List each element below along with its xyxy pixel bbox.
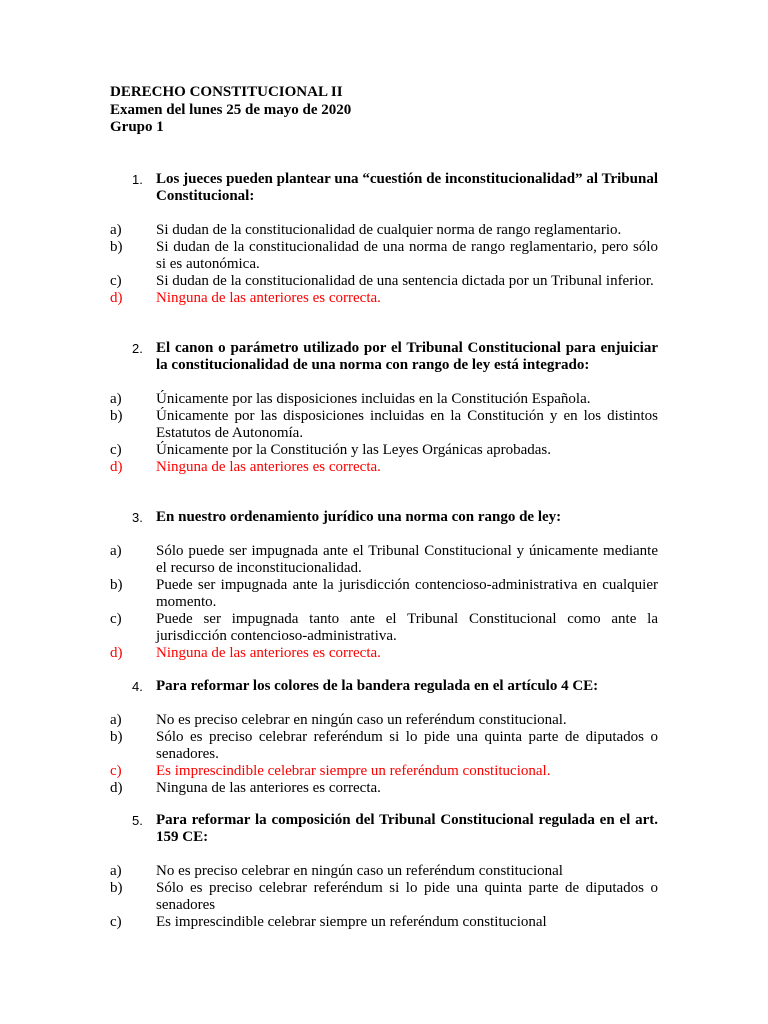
- question-text: Los jueces pueden plantear una “cuestión de inconstitucionalidad” al Tribunal Constitucional:: [156, 171, 658, 204]
- question-stem: [110, 171, 658, 205]
- options-list: [110, 863, 658, 931]
- question-5: [110, 812, 658, 931]
- question-number: 1.: [132, 172, 143, 187]
- option-c: c) Es imprescindible celebrar siempre un referéndum constitucional.: [110, 763, 551, 779]
- question-1: [110, 171, 658, 307]
- question-number: 2.: [132, 341, 143, 356]
- exam-date: Examen del lunes 25 de mayo de 2020: [110, 101, 352, 118]
- option-d: d) Ninguna de las anteriores es correcta.: [110, 780, 381, 796]
- question-text: El canon o parámetro utilizado por el Tribunal Constitucional para enjuiciar la constitucionalidad de una norma con rango de ley está integrado:: [156, 340, 658, 373]
- question-stem: [110, 340, 658, 374]
- question-2: [110, 340, 658, 476]
- question-text: En nuestro ordenamiento jurídico una norma con rango de ley:: [156, 509, 562, 525]
- question-number: 5.: [132, 813, 143, 828]
- option-a: a) Sólo puede ser impugnada ante el Tribunal Constitucional y únicamente mediante el recurso de inconstitucionalidad.: [110, 543, 658, 576]
- option-b: b) Puede ser impugnada ante la jurisdicción contencioso-administrativa en cualquier momento.: [110, 577, 658, 610]
- option-d: d) Ninguna de las anteriores es correcta.: [110, 645, 381, 661]
- option-b: b) Únicamente por las disposiciones incluidas en la Constitución y en los distintos Estatutos de Autonomía.: [110, 408, 658, 441]
- option-d: d) Ninguna de las anteriores es correcta.: [110, 459, 381, 475]
- options-list: [110, 222, 658, 307]
- option-a: a) Únicamente por las disposiciones incluidas en la Constitución Española.: [110, 391, 591, 407]
- question-number: 4.: [132, 679, 143, 694]
- option-b: b) Si dudan de la constitucionalidad de una norma de rango reglamentario, pero sólo si es autonómica.: [110, 239, 658, 272]
- question-stem: [110, 678, 658, 695]
- question-stem: [110, 812, 658, 846]
- question-stem: [110, 509, 658, 526]
- option-a: a) No es preciso celebrar en ningún caso un referéndum constitucional.: [110, 712, 567, 728]
- options-list: [110, 712, 658, 797]
- group-label: Grupo 1: [110, 119, 164, 135]
- options-list: [110, 543, 658, 662]
- options-list: [110, 391, 658, 476]
- exam-header: [110, 84, 351, 137]
- course-title: DERECHO CONSTITUCIONAL II: [110, 84, 343, 100]
- option-c: c) Únicamente por la Constitución y las Leyes Orgánicas aprobadas.: [110, 442, 552, 458]
- option-c: c) Es imprescindible celebrar siempre un referéndum constitucional: [110, 914, 547, 930]
- option-b: b) Sólo es preciso celebrar referéndum si lo pide una quinta parte de diputados o senadores.: [110, 729, 658, 762]
- option-a: a) No es preciso celebrar en ningún caso un referéndum constitucional: [110, 863, 563, 879]
- question-3: [110, 509, 658, 662]
- option-c: c) Si dudan de la constitucionalidad de una sentencia dictada por un Tribunal inferior.: [110, 273, 654, 289]
- option-a: a) Si dudan de la constitucionalidad de cualquier norma de rango reglamentario.: [110, 222, 622, 238]
- question-text: Para reformar los colores de la bandera regulada en el artículo 4 CE:: [156, 678, 599, 694]
- option-c: c) Puede ser impugnada tanto ante el Tribunal Constitucional como ante la jurisdicción contencioso-administrativa.: [110, 611, 658, 644]
- question-number: 3.: [132, 510, 143, 525]
- question-text: Para reformar la composición del Tribunal Constitucional regulada en el art. 159 CE:: [156, 812, 658, 845]
- option-b: b) Sólo es preciso celebrar referéndum si lo pide una quinta parte de diputados o senadores: [110, 880, 658, 913]
- option-d: d) Ninguna de las anteriores es correcta.: [110, 290, 381, 306]
- question-4: [110, 678, 658, 797]
